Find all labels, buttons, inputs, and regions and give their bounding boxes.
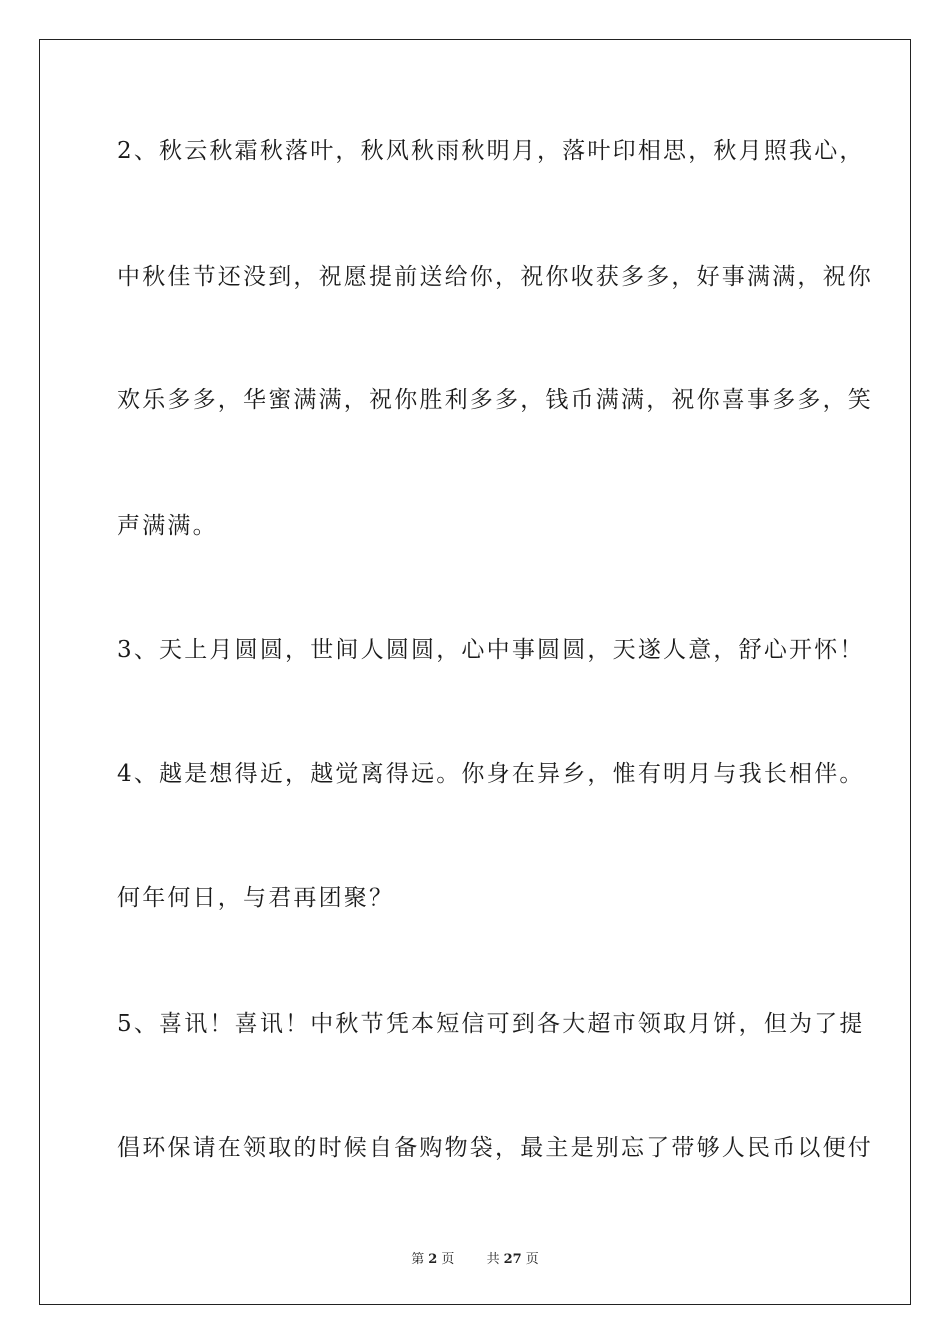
text-line: 中秋佳节还没到，祝愿提前送给你，祝你收获多多，好事满满，祝你 xyxy=(117,264,873,290)
text-line: 3、天上月圆圆，世间人圆圆，心中事圆圆，天遂人意，舒心开怀！ xyxy=(117,637,865,663)
page-suffix: 页 xyxy=(441,1252,455,1267)
text-line: 欢乐多多，华蜜满满，祝你胜利多多，钱币满满，祝你喜事多多，笑 xyxy=(117,387,873,413)
page-number: 2 xyxy=(428,1252,438,1267)
text-line: 4、越是想得近，越觉离得远。你身在异乡，惟有明月与我长相伴。 xyxy=(117,761,865,787)
text-line: 声满满。 xyxy=(117,513,218,539)
total-suffix: 页 xyxy=(525,1252,539,1267)
text-line: 何年何日，与君再团聚？ xyxy=(117,885,395,911)
page-border xyxy=(39,39,911,1305)
total-pages: 27 xyxy=(503,1252,522,1267)
page-footer xyxy=(0,1248,950,1267)
text-line: 5、喜讯！喜讯！中秋节凭本短信可到各大超市领取月饼，但为了提 xyxy=(117,1011,865,1037)
text-line: 倡环保请在领取的时候自备购物袋，最主是别忘了带够人民币以便付 xyxy=(117,1135,873,1161)
total-prefix: 共 xyxy=(486,1252,500,1267)
page-prefix: 第 xyxy=(411,1252,425,1267)
text-line: 2、秋云秋霜秋落叶，秋风秋雨秋明月，落叶印相思，秋月照我心， xyxy=(117,138,865,164)
